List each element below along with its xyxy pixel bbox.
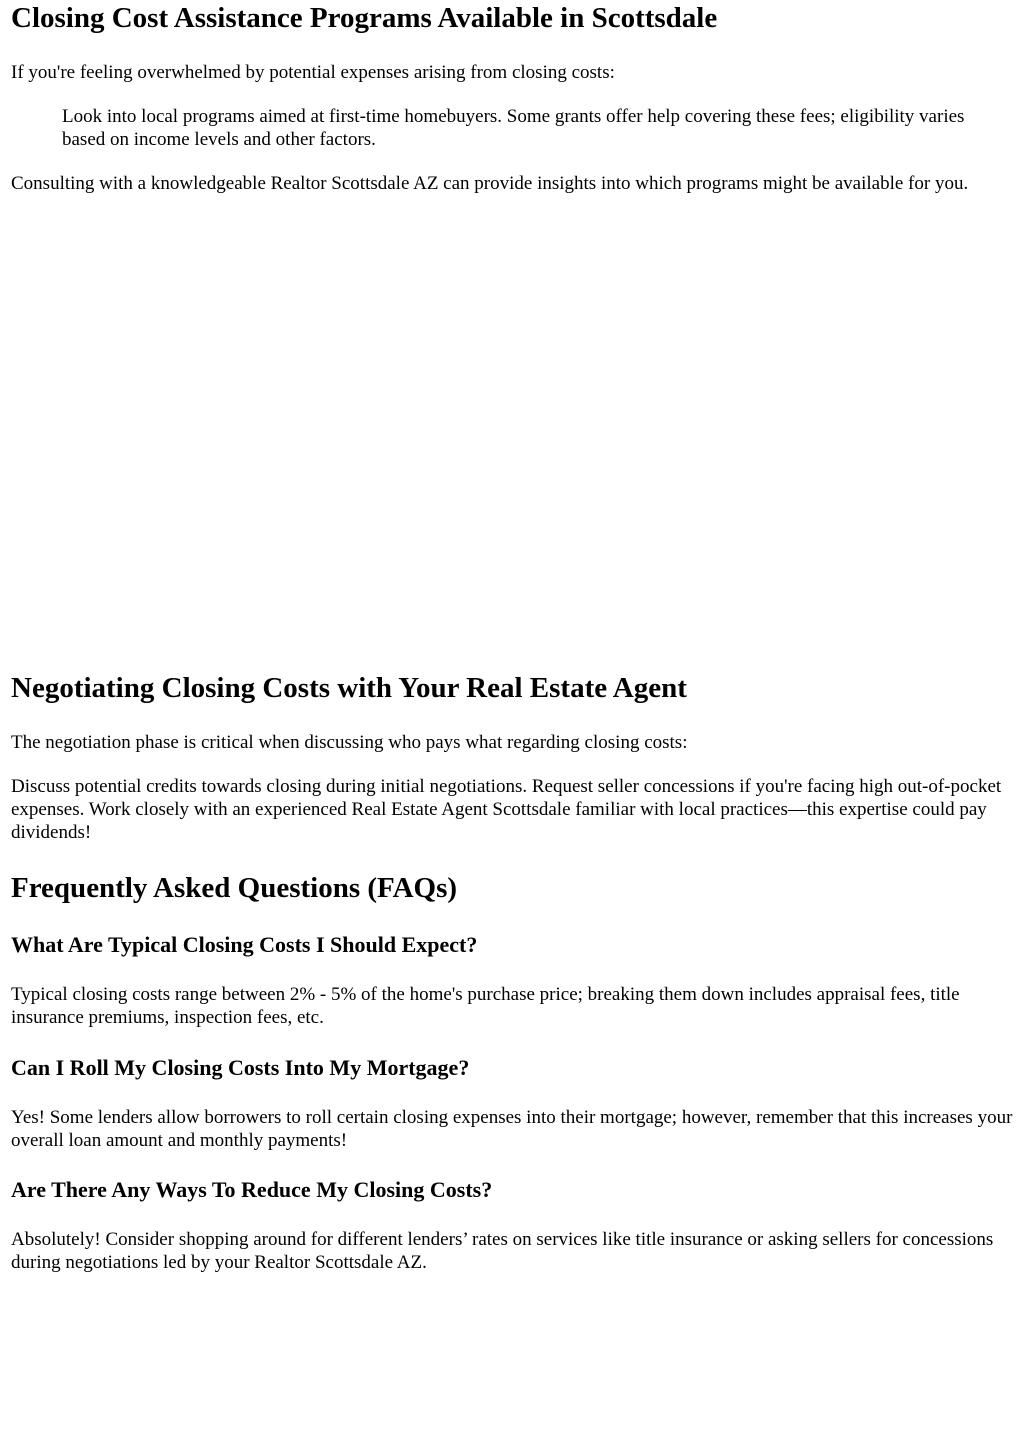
section-heading-negotiating: Negotiating Closing Costs with Your Real Estate Agent [11, 672, 687, 704]
faq-answer: Typical closing costs range between 2% - 5% of the home's purchase price; breaking them down includes appraisal fees, title insurance premiums, inspection fees, etc. [11, 984, 960, 1028]
negotiating-body-paragraph: Discuss potential credits towards closing during initial negotiations. Request seller concessions if you're facing high out-of-pocket expenses. Work closely with an experienced Real Estate Agent Scottsdale familiar with local practices—this expertise could pay dividends! [11, 776, 1002, 843]
section-heading-assistance-programs: Closing Cost Assistance Programs Available in Scottsdale [11, 2, 718, 34]
assistance-intro-paragraph: If you're feeling overwhelmed by potential expenses arising from closing costs: [11, 62, 615, 83]
section-heading-faq: Frequently Asked Questions (FAQs) [11, 872, 458, 904]
faq-question: What Are Typical Closing Costs I Should Expect? [11, 932, 478, 957]
negotiating-intro-paragraph: The negotiation phase is critical when discussing who pays what regarding closing costs: [11, 732, 688, 753]
assistance-blockquote: Look into local programs aimed at first-time homebuyers. Some grants offer help covering these fees; eligibility varies based on income levels and other factors. [62, 106, 965, 150]
faq-answer: Absolutely! Consider shopping around for different lenders’ rates on services like title insurance or asking sellers for concessions during negotiations led by your Realtor Scottsdale AZ. [11, 1229, 994, 1273]
faq-question: Are There Any Ways To Reduce My Closing Costs? [11, 1177, 493, 1202]
faq-answer: Yes! Some lenders allow borrowers to roll certain closing expenses into their mortgage; however, remember that this increases your overall loan amount and monthly payments! [11, 1107, 1013, 1151]
faq-question: Can I Roll My Closing Costs Into My Mortgage? [11, 1055, 470, 1080]
assistance-closing-paragraph: Consulting with a knowledgeable Realtor Scottsdale AZ can provide insights into which programs might be available for you. [11, 173, 969, 194]
